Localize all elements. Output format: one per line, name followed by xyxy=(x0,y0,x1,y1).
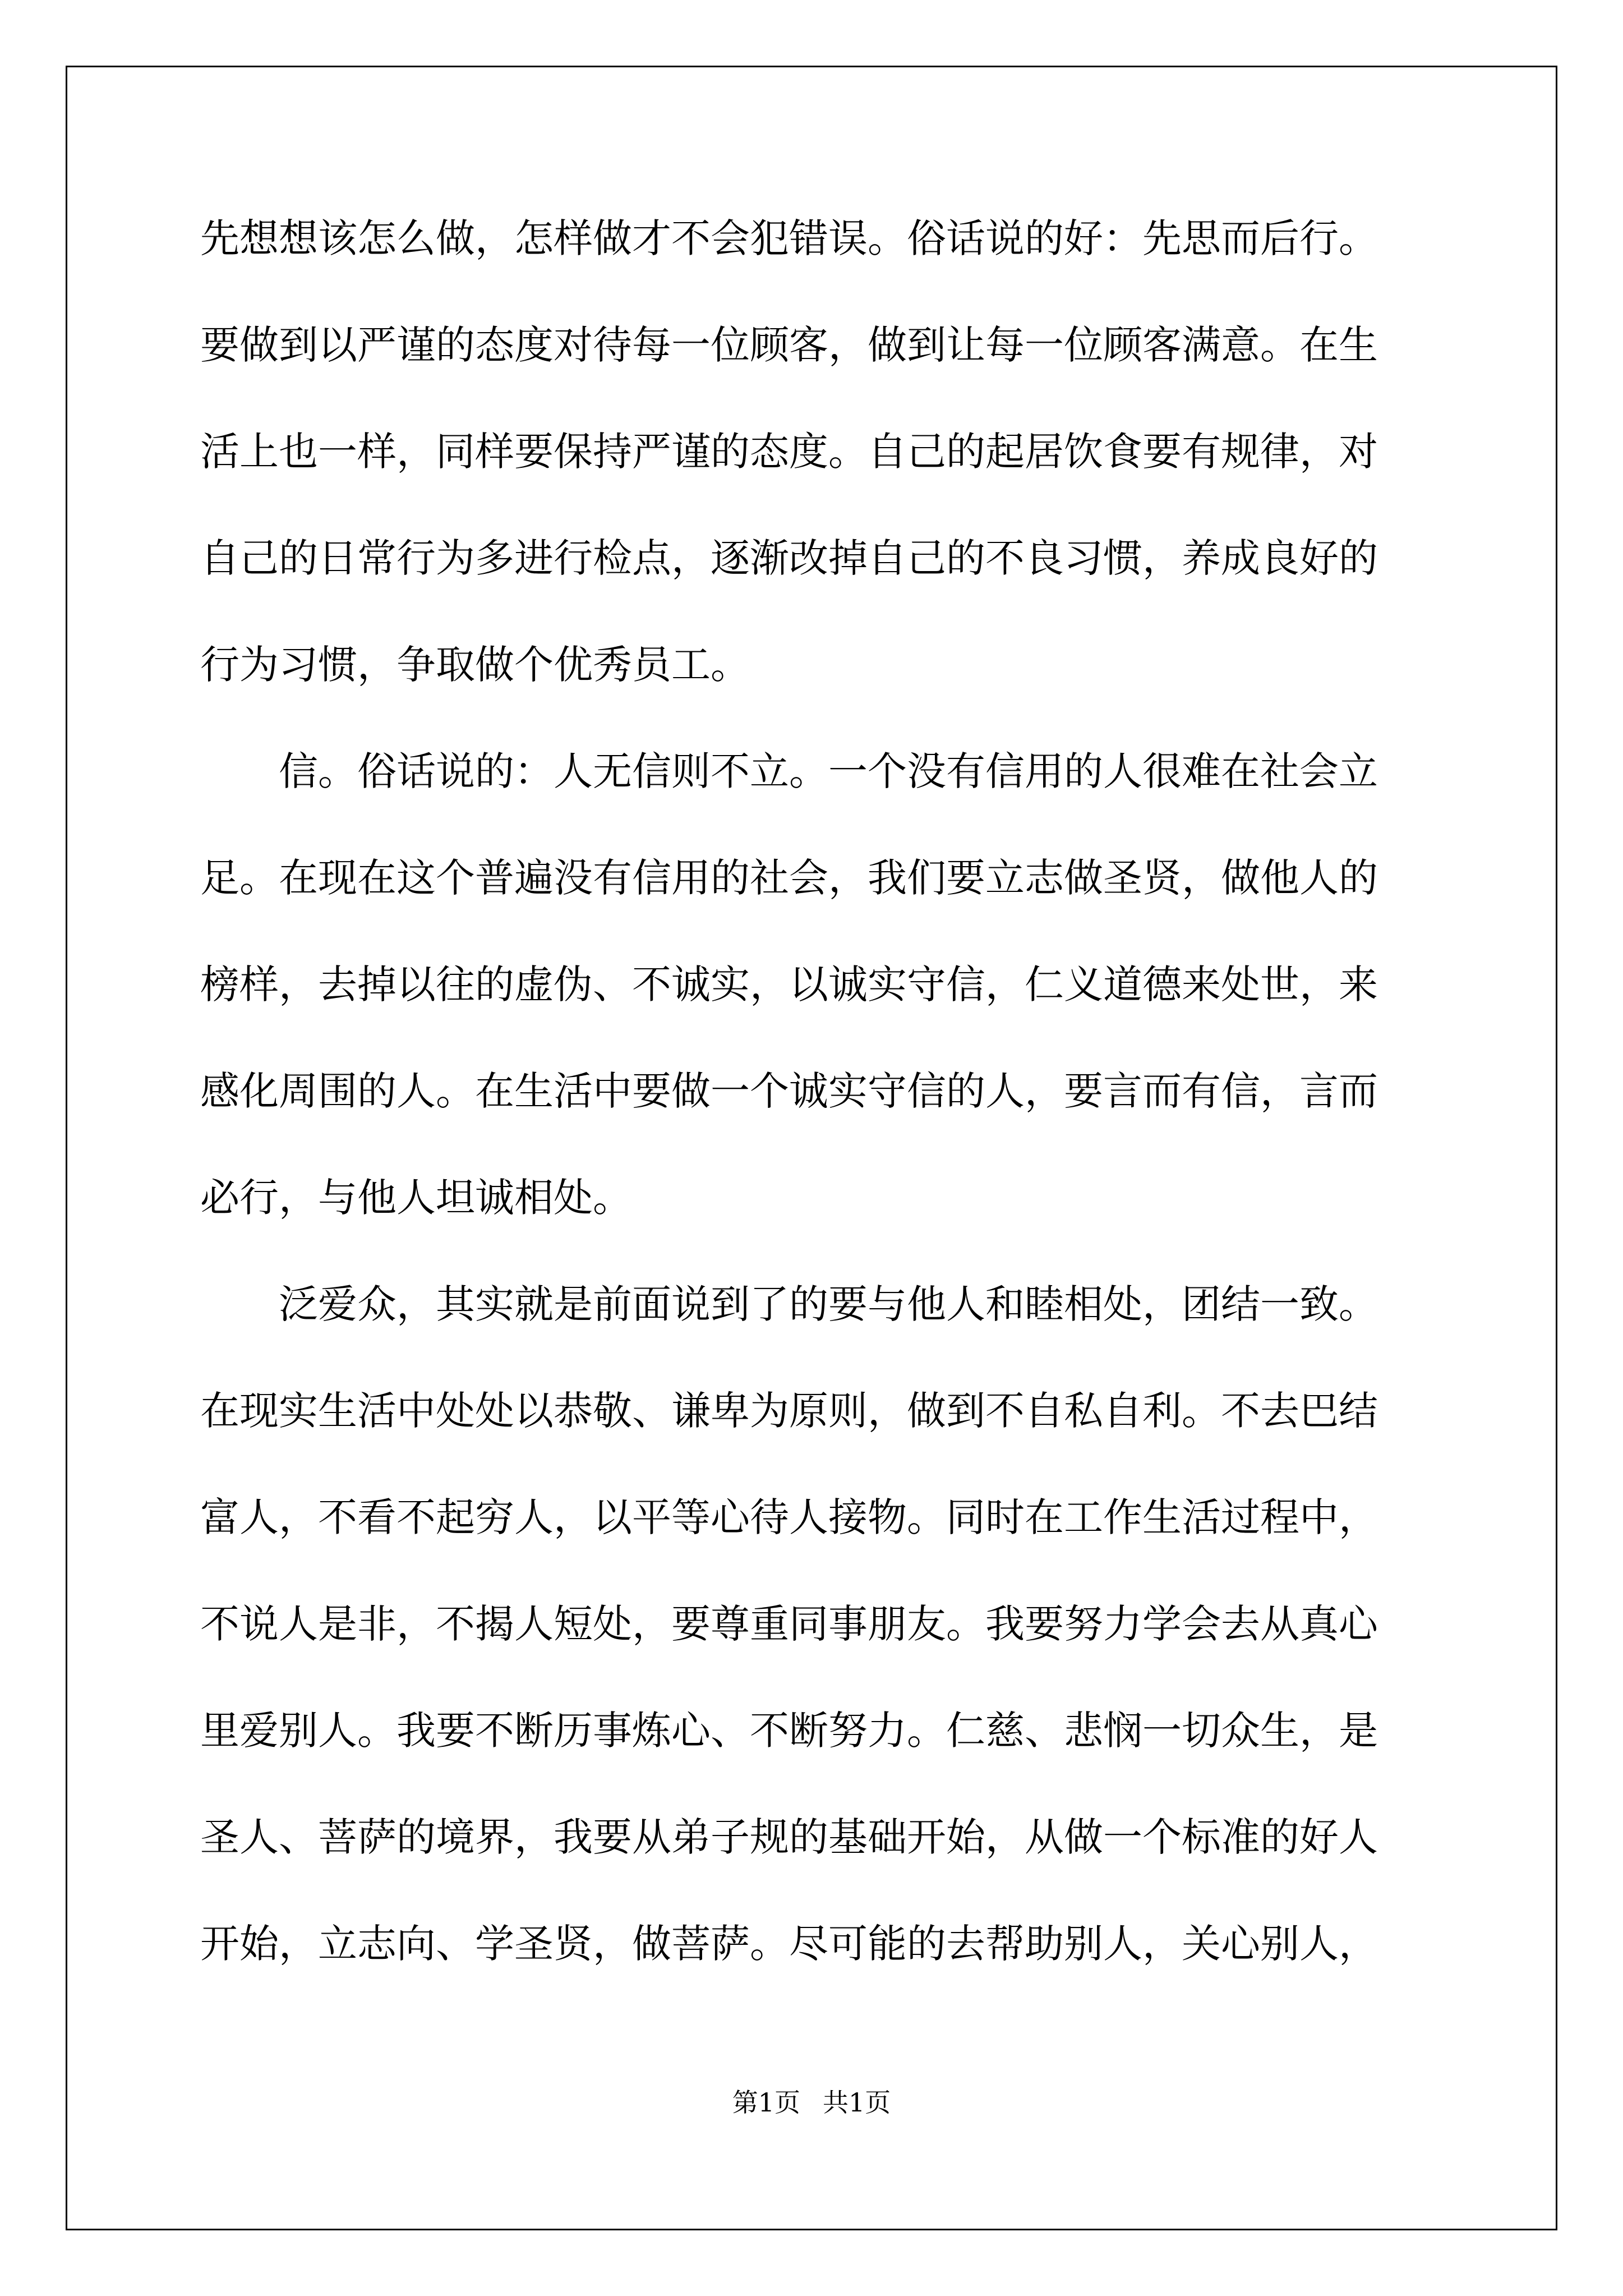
text-line: 足。在现在这个普遍没有信用的社会，我们要立志做圣贤，做他人的 xyxy=(200,855,1378,901)
page-footer xyxy=(0,2086,1623,2119)
page-number: 第1页 xyxy=(732,2087,800,2118)
text-line: 圣人、菩萨的境界，我要从弟子规的基础开始，从做一个标准的好人 xyxy=(200,1814,1378,1860)
text-line: 泛爱众，其实就是前面说到了的要与他人和睦相处，团结一致。 xyxy=(279,1281,1378,1327)
text-line: 必行，与他人坦诚相处。 xyxy=(200,1175,632,1221)
text-line: 开始，立志向、学圣贤，做菩萨。尽可能的去帮助别人，关心别人， xyxy=(200,1921,1378,1967)
text-line: 富人，不看不起穷人，以平等心待人接物。同时在工作生活过程中， xyxy=(200,1494,1378,1540)
text-line: 要做到以严谨的态度对待每一位顾客，做到让每一位顾客满意。在生 xyxy=(200,322,1378,368)
text-line: 行为习惯，争取做个优秀员工。 xyxy=(200,642,750,688)
text-line: 不说人是非，不揭人短处，要尊重同事朋友。我要努力学会去从真心 xyxy=(200,1601,1378,1647)
text-line: 感化周围的人。在生活中要做一个诚实守信的人，要言而有信，言而 xyxy=(200,1068,1378,1114)
text-line: 里爱别人。我要不断历事炼心、不断努力。仁慈、悲悯一切众生，是 xyxy=(200,1708,1378,1754)
text-line: 先想想该怎么做，怎样做才不会犯错误。俗话说的好：先思而后行。 xyxy=(200,215,1378,261)
page-total: 共1页 xyxy=(823,2087,891,2118)
text-line: 活上也一样，同样要保持严谨的态度。自己的起居饮食要有规律，对 xyxy=(200,429,1378,475)
text-line: 在现实生活中处处以恭敬、谦卑为原则，做到不自私自利。不去巴结 xyxy=(200,1388,1378,1434)
text-line: 自己的日常行为多进行检点，逐渐改掉自己的不良习惯，养成良好的 xyxy=(200,535,1378,581)
text-line: 信。俗话说的：人无信则不立。一个没有信用的人很难在社会立 xyxy=(279,748,1378,794)
text-line: 榜样，去掉以往的虚伪、不诚实，以诚实守信，仁义道德来处世，来 xyxy=(200,961,1378,1007)
document-body xyxy=(200,185,1434,1997)
